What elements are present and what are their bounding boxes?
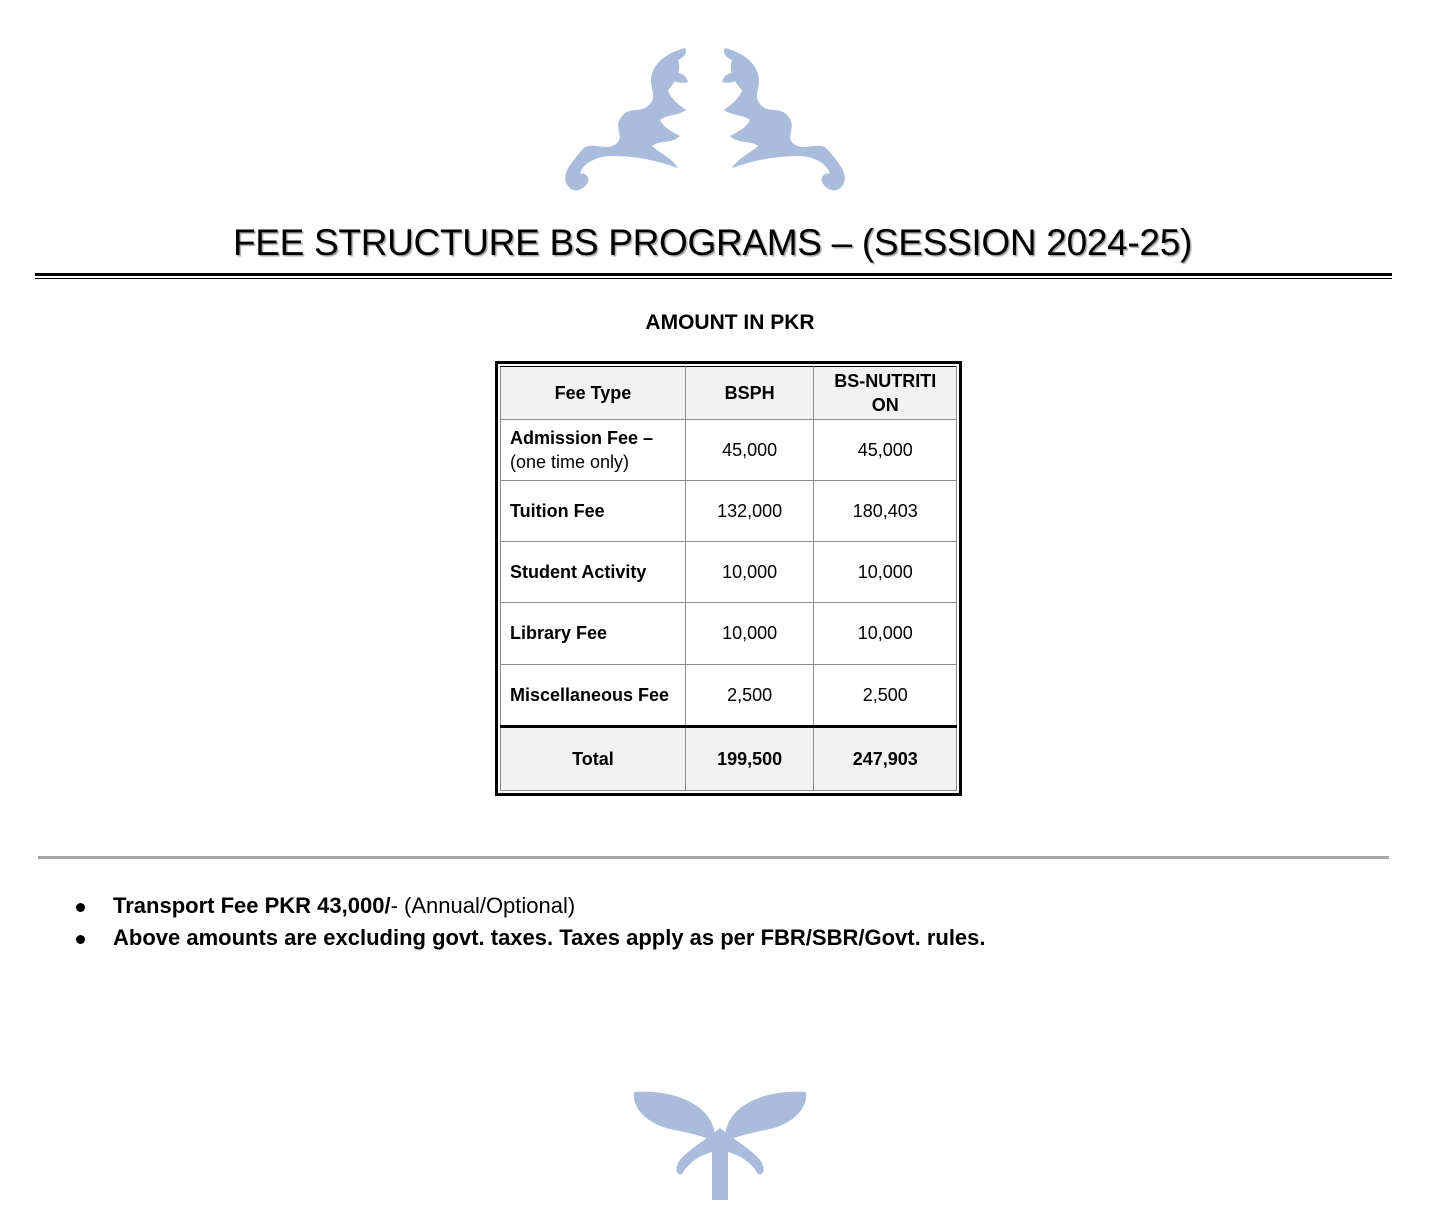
note-normal-text: - (Annual/Optional) <box>390 893 576 918</box>
cell-value: 10,000 <box>685 542 814 603</box>
decorative-flourish-top <box>560 40 850 200</box>
row-label-library: Library Fee <box>501 603 686 664</box>
table-row <box>501 542 957 603</box>
header-fee-type: Fee Type <box>501 367 686 420</box>
decorative-flourish-bottom <box>630 1088 810 1203</box>
total-value-bsph: 199,500 <box>685 726 814 790</box>
row-sublabel-text: (one time only) <box>510 452 630 473</box>
table-row <box>501 420 957 481</box>
bullet-icon <box>76 935 85 944</box>
list-item <box>64 890 986 922</box>
cell-value: 10,000 <box>814 542 957 603</box>
total-value-bs-nutrition: 247,903 <box>814 726 957 790</box>
cell-value: 10,000 <box>685 603 814 664</box>
cell-value: 45,000 <box>814 420 957 481</box>
note-bold-text: Transport Fee PKR 43,000/ <box>113 893 391 918</box>
table-row <box>501 664 957 726</box>
total-label: Total <box>501 726 686 790</box>
cell-value: 2,500 <box>685 664 814 726</box>
list-item <box>64 922 986 954</box>
table-row <box>501 603 957 664</box>
notes-list <box>64 890 986 954</box>
row-label-tuition: Tuition Fee <box>501 481 686 542</box>
total-row <box>501 726 957 790</box>
fee-table-frame <box>495 361 962 796</box>
table-header-row <box>501 367 957 420</box>
cell-value: 132,000 <box>685 481 814 542</box>
fee-table <box>500 366 957 791</box>
header-bs-nutrition <box>814 367 957 420</box>
header-bs-nutrition-text: BS-NUTRITION <box>834 370 937 415</box>
cell-value: 2,500 <box>814 664 957 726</box>
title-divider <box>35 273 1392 279</box>
page-title: FEE STRUCTURE BS PROGRAMS – (SESSION 2024-25) <box>232 222 1192 263</box>
row-label-admission <box>501 420 686 481</box>
note-bold-text: Above amounts are excluding govt. taxes. Taxes apply as per FBR/SBR/Govt. rules. <box>113 925 986 950</box>
row-label-text: Admission Fee – <box>510 427 654 448</box>
table-row <box>501 481 957 542</box>
row-label-miscellaneous: Miscellaneous Fee <box>501 664 686 726</box>
bullet-icon <box>76 903 85 912</box>
cell-value: 45,000 <box>685 420 814 481</box>
currency-caption: AMOUNT IN PKR <box>645 311 815 334</box>
section-divider <box>38 856 1389 859</box>
header-bsph: BSPH <box>685 367 814 420</box>
row-label-student-activity: Student Activity <box>501 542 686 603</box>
cell-value: 10,000 <box>814 603 957 664</box>
cell-value: 180,403 <box>814 481 957 542</box>
